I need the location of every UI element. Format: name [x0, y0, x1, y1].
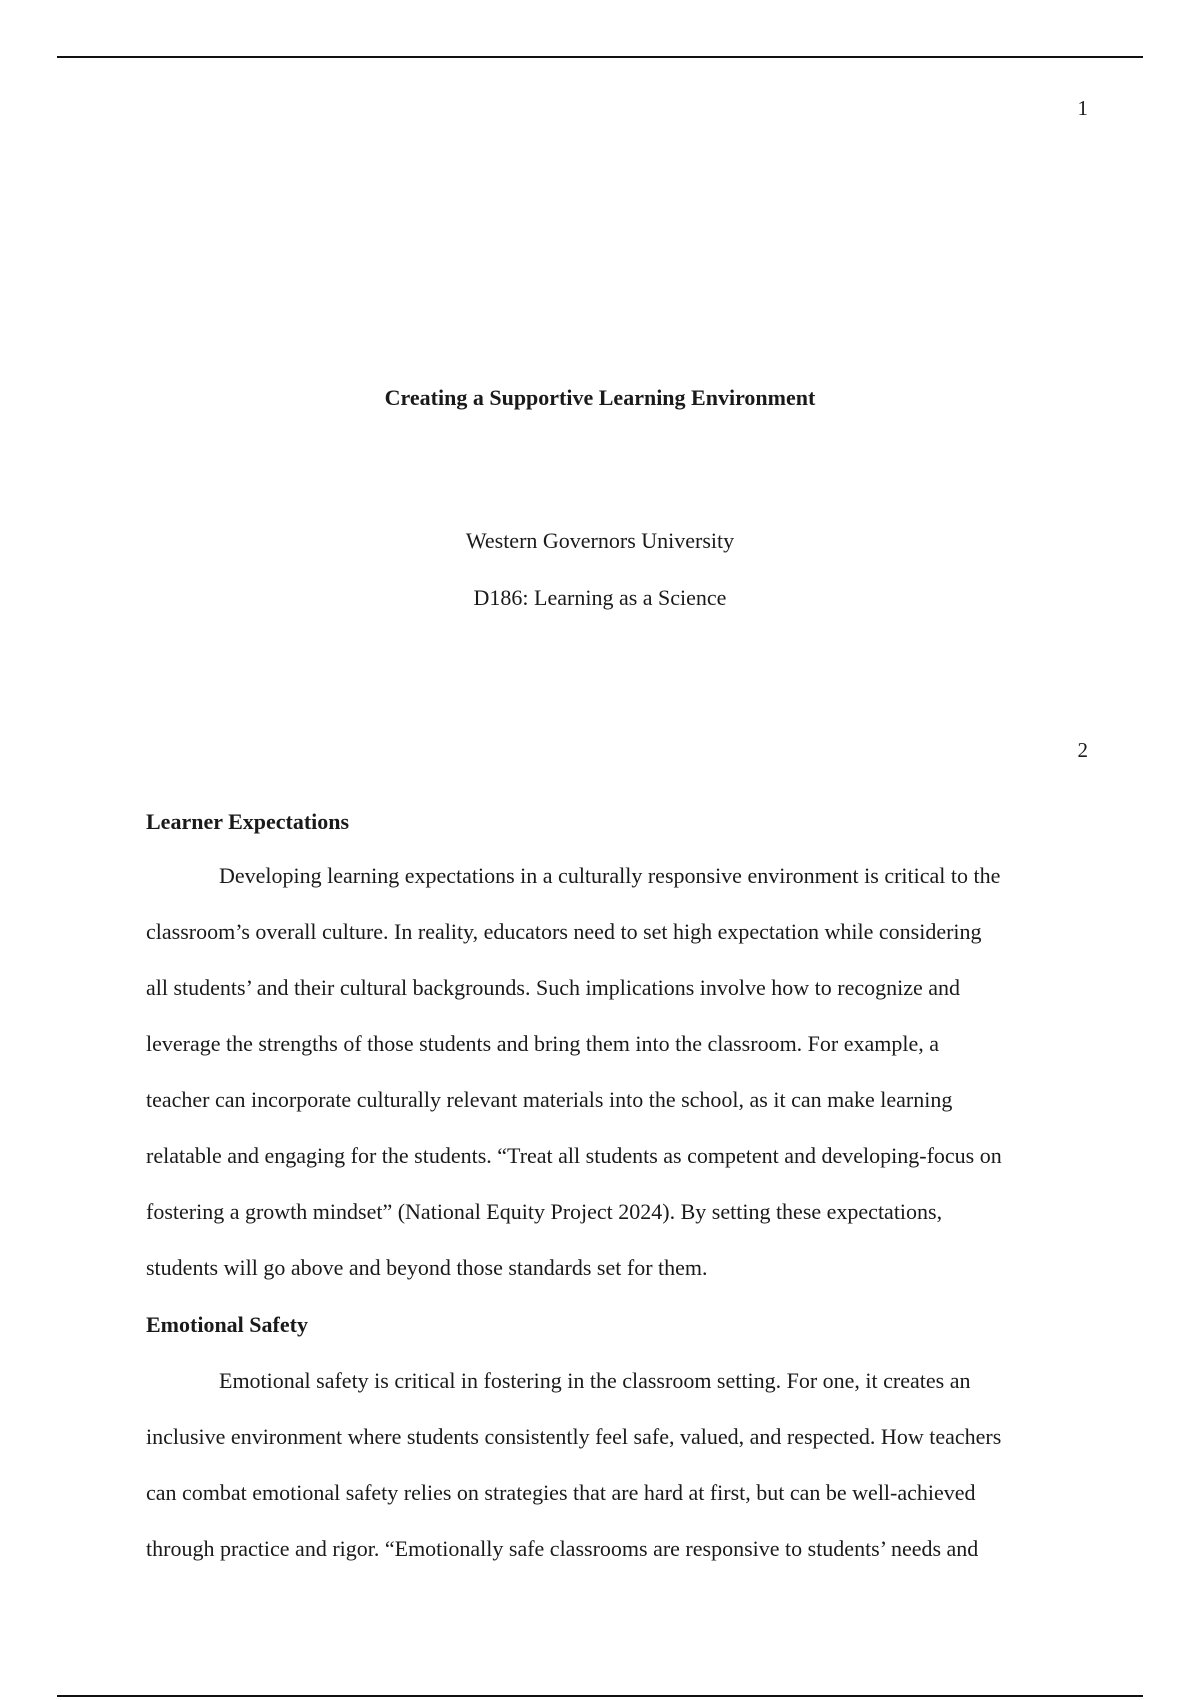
paragraph-line: can combat emotional safety relies on strategies that are hard at first, but can be well-achieved: [146, 1480, 976, 1505]
paragraph-line: teacher can incorporate culturally relevant materials into the school, as it can make learning: [146, 1087, 953, 1112]
top-page-border: [57, 56, 1143, 58]
paragraph-line: relatable and engaging for the students. “Treat all students as competent and developing-focus on: [146, 1143, 1002, 1168]
page-number-2: 2: [1077, 738, 1088, 762]
paragraph-line: through practice and rigor. “Emotionally safe classrooms are responsive to students’ needs and: [146, 1536, 979, 1561]
paragraph-line: students will go above and beyond those standards set for them.: [146, 1255, 708, 1280]
document-title: Creating a Supportive Learning Environment: [384, 385, 816, 410]
paragraph-line: Developing learning expectations in a culturally responsive environment is critical to the: [219, 863, 1001, 888]
paragraph-line: inclusive environment where students consistently feel safe, valued, and respected. How teachers: [146, 1424, 1002, 1449]
bottom-page-border: [57, 1695, 1143, 1697]
paragraph-line: all students’ and their cultural backgrounds. Such implications involve how to recognize and: [146, 975, 960, 1000]
section-heading-emotional-safety: Emotional Safety: [146, 1312, 308, 1337]
page-number-1: 1: [1077, 96, 1088, 120]
paragraph-line: leverage the strengths of those students and bring them into the classroom. For example, a: [146, 1031, 940, 1056]
paragraph-line: Emotional safety is critical in fostering in the classroom setting. For one, it creates an: [219, 1368, 971, 1393]
paragraph-learner-expectations: [146, 862, 1096, 1310]
section-heading-learner-expectations: Learner Expectations: [146, 809, 350, 834]
paragraph-emotional-safety: [146, 1367, 1096, 1591]
paragraph-line: fostering a growth mindset” (National Equity Project 2024). By setting these expectations,: [146, 1199, 943, 1224]
paragraph-line: classroom’s overall culture. In reality, educators need to set high expectation while considering: [146, 919, 982, 944]
course-name: D186: Learning as a Science: [473, 585, 727, 610]
institution-name: Western Governors University: [465, 528, 735, 553]
